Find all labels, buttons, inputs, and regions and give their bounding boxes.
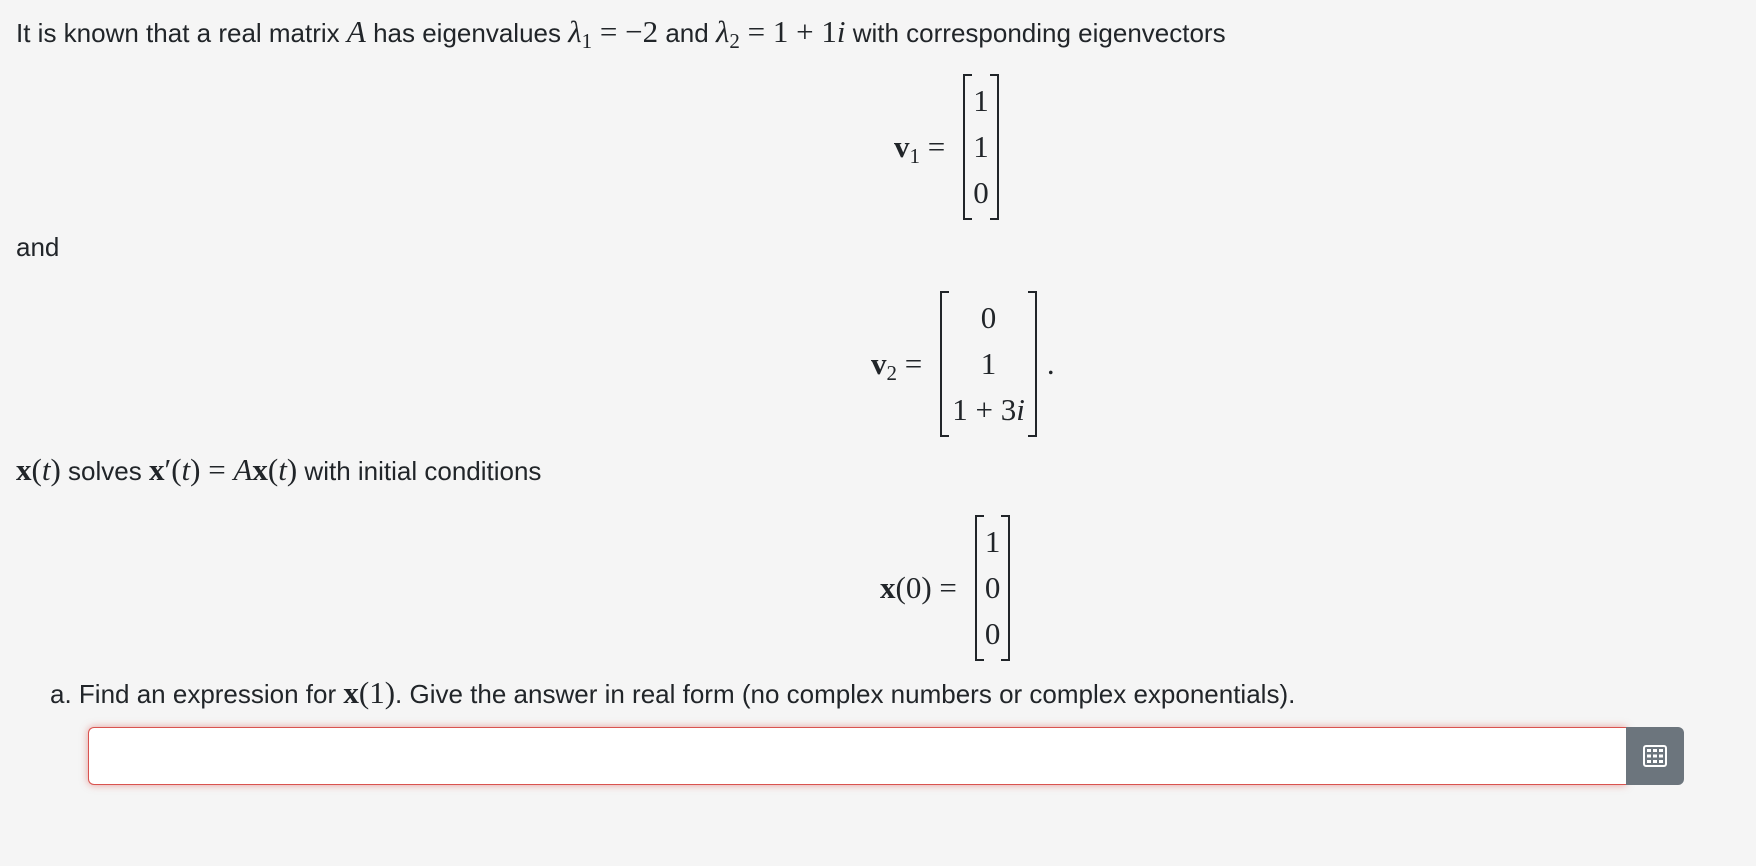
v1-label: $v_1$ = bbox=[894, 129, 946, 168]
x-of-t: x(t) bbox=[16, 452, 61, 487]
ode-equation: x′(t) = Ax(t) bbox=[148, 452, 298, 487]
matrix-entry: 1 bbox=[973, 83, 989, 118]
and-text: and bbox=[16, 232, 60, 262]
x0-matrix bbox=[975, 515, 1011, 661]
matrix-entry: 0 bbox=[984, 616, 1001, 651]
lambda1-expression: $\lambda_1 = -2$ bbox=[568, 14, 659, 53]
v2-label: $v_2$ = bbox=[871, 346, 923, 385]
answer-group bbox=[88, 727, 1684, 785]
period: . bbox=[1046, 346, 1055, 381]
matrix-entry: 0 bbox=[980, 300, 997, 335]
eigenvector-v1-display bbox=[894, 74, 999, 220]
matrix-entry: 1 bbox=[984, 524, 1001, 559]
answer-input[interactable] bbox=[88, 727, 1626, 785]
initial-condition-display bbox=[880, 515, 1010, 661]
matrix-entry: 0 bbox=[973, 175, 989, 210]
matrix-entry: 1 bbox=[980, 346, 997, 381]
x0-label: x(0) = bbox=[880, 570, 957, 605]
matrix-a-symbol: A bbox=[346, 14, 366, 49]
matrix-entry: 0 bbox=[984, 570, 1001, 605]
ode-sentence: x(t) solves x′(t) = Ax(t) with initial conditions bbox=[16, 452, 542, 487]
question-a: a. Find an expression for x(1). Give the answer in real form (no complex numbers or complex exponentials). bbox=[50, 675, 1296, 710]
matrix-entry: 1 + 3i bbox=[952, 392, 1025, 427]
x-of-1: x(1) bbox=[343, 675, 396, 710]
eigenvector-v2-display bbox=[871, 291, 1055, 437]
intro-sentence: It is known that a real matrix A has eigenvalues $\lambda_1 = -2$ and $\lambda_2 = 1 + 1i$ with corresponding eigenvectors bbox=[16, 14, 1226, 53]
v2-matrix bbox=[940, 291, 1037, 437]
lambda2-expression: $\lambda_2 = 1 + 1i$ bbox=[715, 14, 846, 53]
matrix-entry-button[interactable] bbox=[1626, 727, 1684, 785]
v1-matrix bbox=[963, 74, 999, 220]
grid-icon bbox=[1643, 745, 1667, 767]
matrix-entry: 1 bbox=[973, 129, 989, 164]
